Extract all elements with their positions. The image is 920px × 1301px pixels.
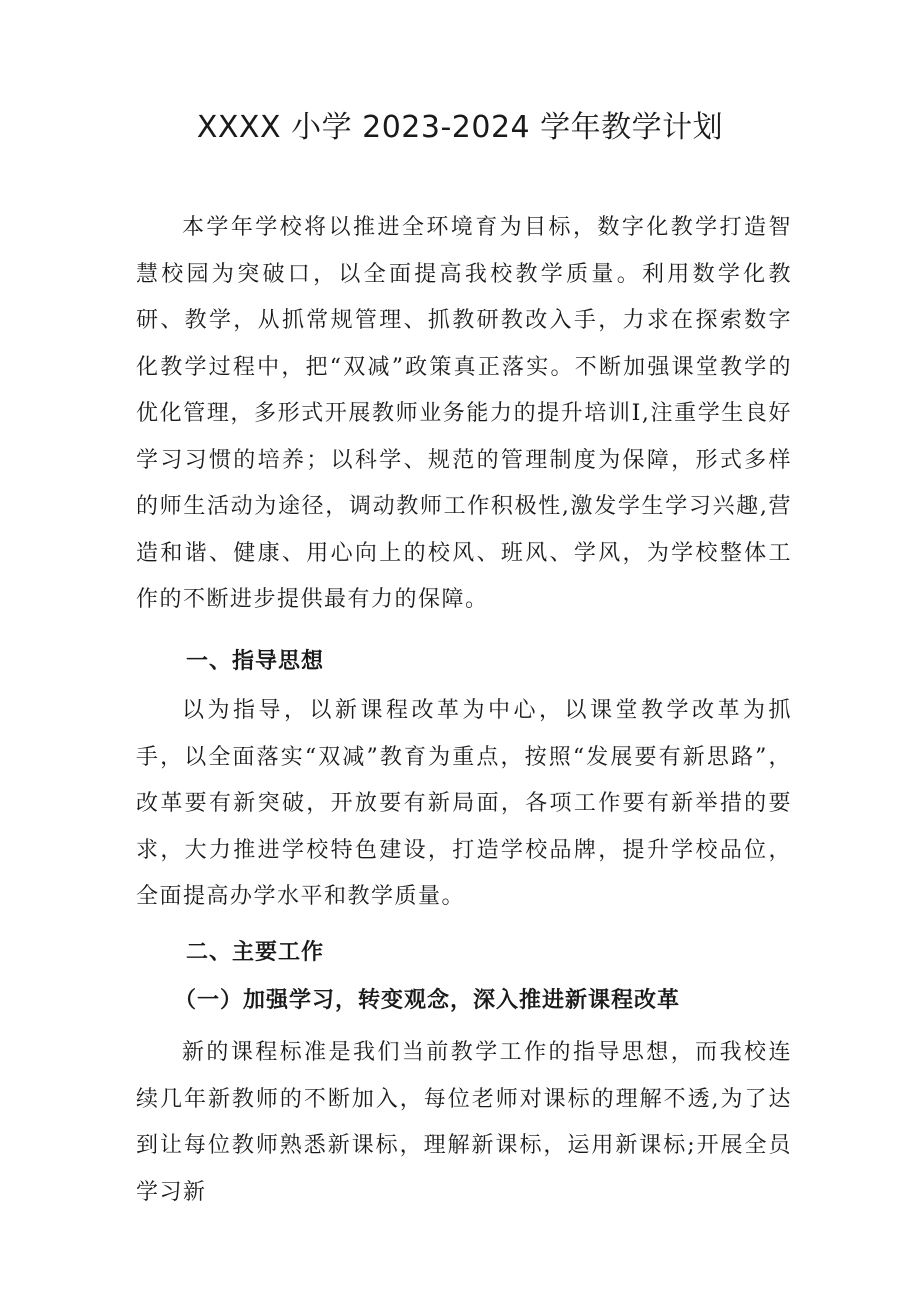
guiding-ideology-paragraph: 以为指导，以新课程改革为中心，以课堂教学改革为抓手，以全面落实“双减”教育为重点，按照“发展要有新思路”，改革要有新突破，开放要有新局面，各项工作要有新举措的要求，大力推进学校特色建设，打造学校品牌，提升学校品位，全面提高办学水平和教学质量。 bbox=[136, 698, 792, 909]
curriculum-reform-paragraph: 新的课程标准是我们当前教学工作的指导思想，而我校连续几年新教师的不断加入，每位老师对课标的理解不透,为了达到让每位教师熟悉新课标，理解新课标，运用新课标;开展全员学习新 bbox=[136, 1040, 792, 1205]
section-heading-main-work: 二、主要工作 bbox=[186, 940, 325, 965]
intro-paragraph: 本学年学校将以推进全环境育为目标，数字化教学打造智慧校园为突破口，以全面提高我校教学质量。利用数学化教研、教学，从抓常规管理、抓教研教改入手，力求在探索数字化教学过程中，把“双减”政策真正落实。不断加强课堂教学的优化管理，多形式开展教师业务能力的提升培训Ⅰ,注重学生良好学习习惯的培养；以科学、规范的管理制度为保障，形式多样的师生活动为途径，调动教师工作积极性,激发学生学习兴趣,营造和谐、健康、用心向上的校风、班风、学风，为学校整体工作的不断进步提供最有力的保障。 bbox=[136, 215, 792, 612]
section-heading-guiding-ideology: 一、指导思想 bbox=[186, 649, 325, 674]
document-title: XXXX 小学 2023-2024 学年教学计划 bbox=[196, 110, 724, 145]
subsection-heading-curriculum-reform: （一）加强学习，转变观念，深入推进新课程改革 bbox=[174, 987, 681, 1013]
